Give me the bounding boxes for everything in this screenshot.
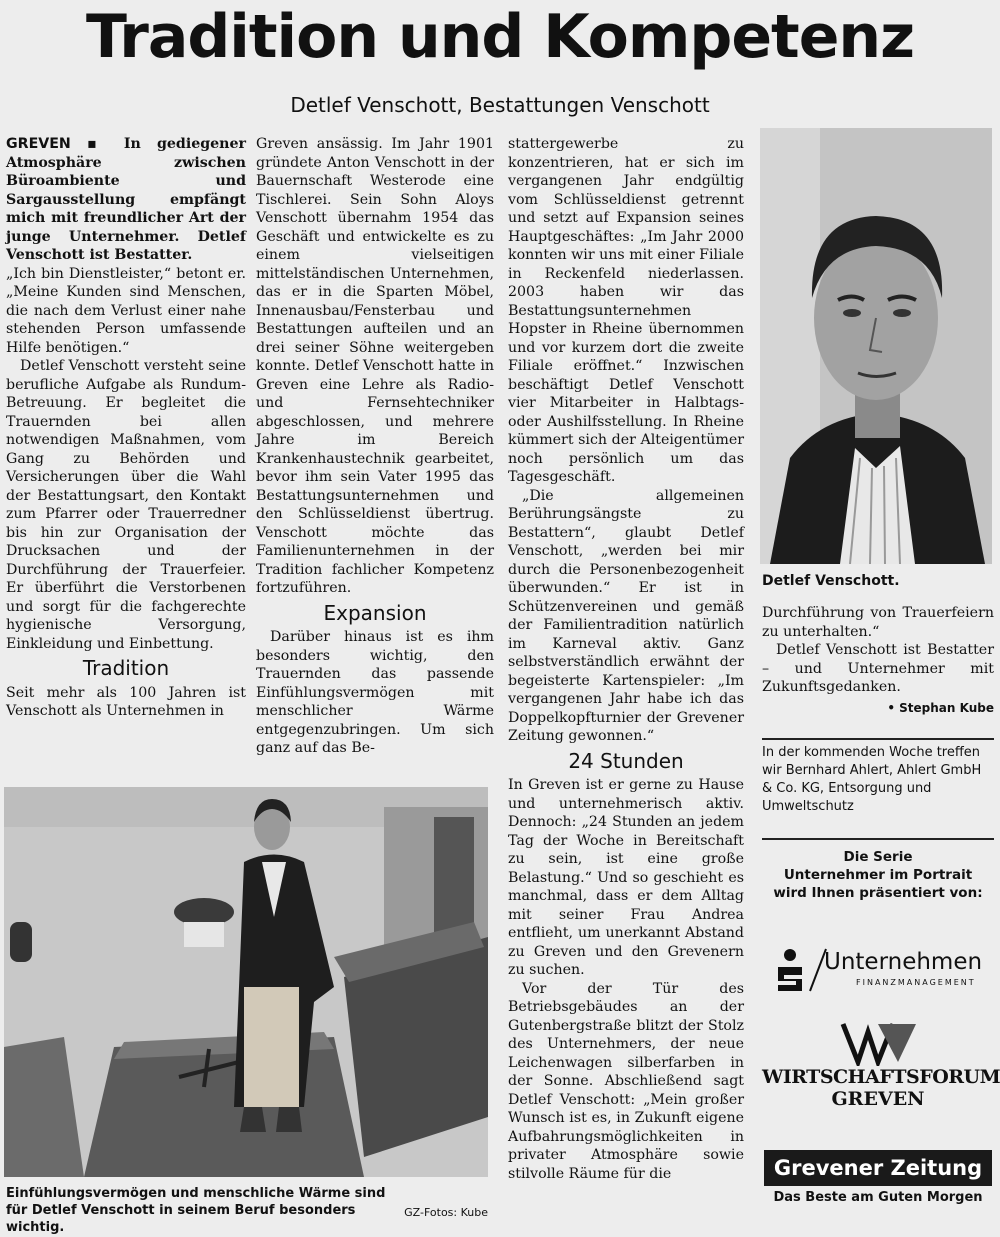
newspaper-name: Grevener Zeitung xyxy=(773,1156,983,1180)
portrait-caption: Detlef Venschott. xyxy=(762,573,900,589)
divider xyxy=(762,838,994,840)
forum-line1: WIRTSCHAFTSFORUM xyxy=(762,1066,1000,1088)
paragraph: stattergewerbe zu konzentrieren, hat er sich im vergangenen Jahr endgültig vom Schlüsseldienst getrennt und setzt auf Expansion seines Hauptgeschäftes: „Im Jahr 2000 konnten wir uns mit einer Filiale in Reckenfeld niederlassen. 2003 haben wir das Bestattungsunternehmen Hopster in Rheine übernommen und vor kurzem dort die zweite Filiale eröffnet.“ Inzwischen beschäftigt Detlef Venschott vier Mitarbeiter in Halbtags- oder Aushilfsstellung. In Rheine kümmert sich der Alteigentümer noch persönlich um das Tagesgeschäft. xyxy=(508,136,745,485)
paragraph: Greven ansässig. Im Jahr 1901 gründete Anton Venschott in der Bauernschaft Westerode eine Tischlerei. Sein Sohn Aloys Venschott übernahm 1954 das Geschäft und entwickelte es zu einem vielseitigen mittelständischen Unternehmen, das er in die Sparten Möbel, Innenausbau/Fensterbau und Bestattungen aufteilen und an drei seiner Söhne weitergeben konnte. Detlef Venschott hatte in Greven eine Lehre als Radio- und Fernsehtechniker abgeschlossen, und mehrere Jahre im Bereich Krankenhaustechnik gearbeitet, bevor ihm sein Vater 1995 das Bestattungsunternehmen und den Schlüsseldienst übertrug. Venschott möchte das Familienunternehmen in der Tradition fachlicher Kompetenz fortzuführen. xyxy=(256,136,494,596)
sponsor-sub: FINANZMANAGEMENT xyxy=(856,978,976,987)
series-box xyxy=(762,848,994,902)
forum-line2: GREVEN xyxy=(831,1088,925,1110)
wirtschaftsforum-logo xyxy=(762,1022,1000,1132)
author-byline: • Stephan Kube xyxy=(887,700,994,715)
lead-paragraph: In gediegener Atmosphäre zwischen Büroambiente und Sargausstellung empfängt mich mit freundlicher Art der junge Unternehmer. Detlef Venschott ist Bestatter. xyxy=(6,136,246,263)
column-1: GREVEN ▪ In gediegener Atmosphäre zwischen Büroambiente und Sargausstellung empfängt mich mit freundlicher Art der junge Unternehmer. Detlef Venschott ist Bestatter. „Ich bin Dienstleister,“ betont er. „Meine Kunden sind Menschen, die nach dem Verlust einer nahe stehenden Person umfassende Hilfe benötigen.“ Detlef Venschott versteht seine berufliche Aufgabe als Rundum-Betreuung. Er begleitet die Trauernden bei allen notwendigen Maßnahmen, vom Gang zu Behörden und Versicherungen über die Wahl der Bestattungsart, den Kontakt zum Pfarrer oder Trauerredner bis hin zur Organisation der Drucksachen und der Durchführung der Trauerfeier. Er überführt die Verstorbenen und sorgt für die fachgerechte hygienische Versorgung, Einkleidung und Einbettung. Tradition Seit mehr als 100 Jahren ist Venschott als Unternehmen in xyxy=(6,136,246,719)
paragraph: In Greven ist er gerne zu Hause und unternehmerisch aktiv. Dennoch: „24 Stunden an jedem Tag der Woche in Bereitschaft zu sein, ist eine große Belastung.“ Und so geschieht es manchmal, dass er dem Alltag mit seiner Frau Andrea entflieht, um unerkannt Abstand zu Greven und den Grevenern zu suchen. xyxy=(508,777,744,978)
portrait-photo xyxy=(760,128,992,564)
section-heading-tradition: Tradition xyxy=(82,656,170,680)
paragraph: Detlef Venschott ist Bestatter – und Unternehmer mit Zukunftsgedanken. xyxy=(762,642,994,695)
sponsor-logo xyxy=(770,945,995,995)
interior-illustration xyxy=(4,787,488,1177)
forum-mark-icon xyxy=(838,1022,918,1066)
column-2 xyxy=(256,135,494,758)
sponsor-name: Unternehmen xyxy=(824,949,983,975)
series-line: wird Ihnen präsentiert von: xyxy=(773,885,983,901)
paragraph: Seit mehr als 100 Jahren ist Venschott als Unternehmen in xyxy=(6,684,246,719)
paragraph: Detlef Venschott versteht seine berufliche Aufgabe als Rundum-Betreuung. Er begleitet die Trauernden bei allen notwendigen Maßnahmen, vom Gang zu Behörden und Versicherungen über die Wahl der Bestattungsart, den Kontakt zum Pfarrer oder Trauerredner bis hin zur Organisation der Drucksachen und der Durchführung der Trauerfeier. Er überführt die Verstorbenen und sorgt für die fachgerechte hygienische Versorgung, Einkleidung und Einbettung. xyxy=(6,358,246,652)
paragraph: Vor der Tür des Betriebsgebäudes an der Gutenbergstraße blitzt der Stolz des Unternehmers, der neue Leichenwagen silberfarben in der Sonne. Abschließend sagt Detlef Venschott: „Mein großer Wunsch ist es, in Zukunft eigene Aufbahrungsmöglichkeiten in privater Atmosphäre sowie stilvolle Räume für die xyxy=(508,980,744,1182)
paragraph: Durchführung von Trauerfeiern zu unterhalten.“ xyxy=(762,605,994,640)
section-heading-24-stunden: 24 Stunden xyxy=(568,748,684,773)
paragraph: „Ich bin Dienstleister,“ betont er. „Meine Kunden sind Menschen, die nach dem Verlust einer nahe stehenden Person umfassende Hilfe benötigen.“ xyxy=(6,265,246,356)
interior-photo xyxy=(4,787,488,1177)
column-3 xyxy=(508,135,744,1183)
photo-caption: Einfühlungsvermögen und menschliche Wärme sind für Detlef Venschott in seinem Beruf besonders wichtig. xyxy=(6,1186,386,1235)
next-week-teaser: In der kommenden Woche treffen wir Bernhard Ahlert, Ahlert GmbH & Co. KG, Entsorgung und Umweltschutz xyxy=(762,745,982,814)
series-line: Die Serie xyxy=(843,849,913,865)
dateline: GREVEN xyxy=(6,136,71,152)
newspaper-masthead xyxy=(764,1150,992,1186)
divider xyxy=(762,738,994,740)
paragraph: „Die allgemeinen Berührungsängste zu Bestattern“, glaubt Detlef Venschott, „werden bei mir durch die Personenbezogenheit überwunden.“ Er ist in Schützenvereinen und gemäß der Familientradition natürlich im Karneval aktiv. Ganz selbstverständlich erwähnt der begeisterte Kartenspieler: „Im vergangenen Jahr habe ich das Doppelkopfturnier der Grevener Zeitung gewonnen.“ xyxy=(508,487,744,744)
series-line: Unternehmer im Portrait xyxy=(783,867,973,883)
column-4 xyxy=(762,604,994,717)
section-heading-expansion: Expansion xyxy=(323,600,427,625)
subheadline: Detlef Venschott, Bestattungen Venschott xyxy=(290,93,710,117)
photo-credit: GZ-Fotos: Kube xyxy=(404,1206,488,1219)
paragraph: Darüber hinaus ist es ihm besonders wichtig, den Trauernden das passende Einfühlungsvermögen mit menschlicher Wärme entgegenzubringen. Um sich ganz auf das Be- xyxy=(256,629,494,756)
headline: Tradition und Kompetenz xyxy=(85,2,915,72)
neighbor-article-ghost xyxy=(935,20,1000,120)
portrait-illustration xyxy=(760,128,992,564)
sparkasse-s-icon xyxy=(770,945,830,995)
newspaper-slogan: Das Beste am Guten Morgen xyxy=(773,1190,983,1205)
